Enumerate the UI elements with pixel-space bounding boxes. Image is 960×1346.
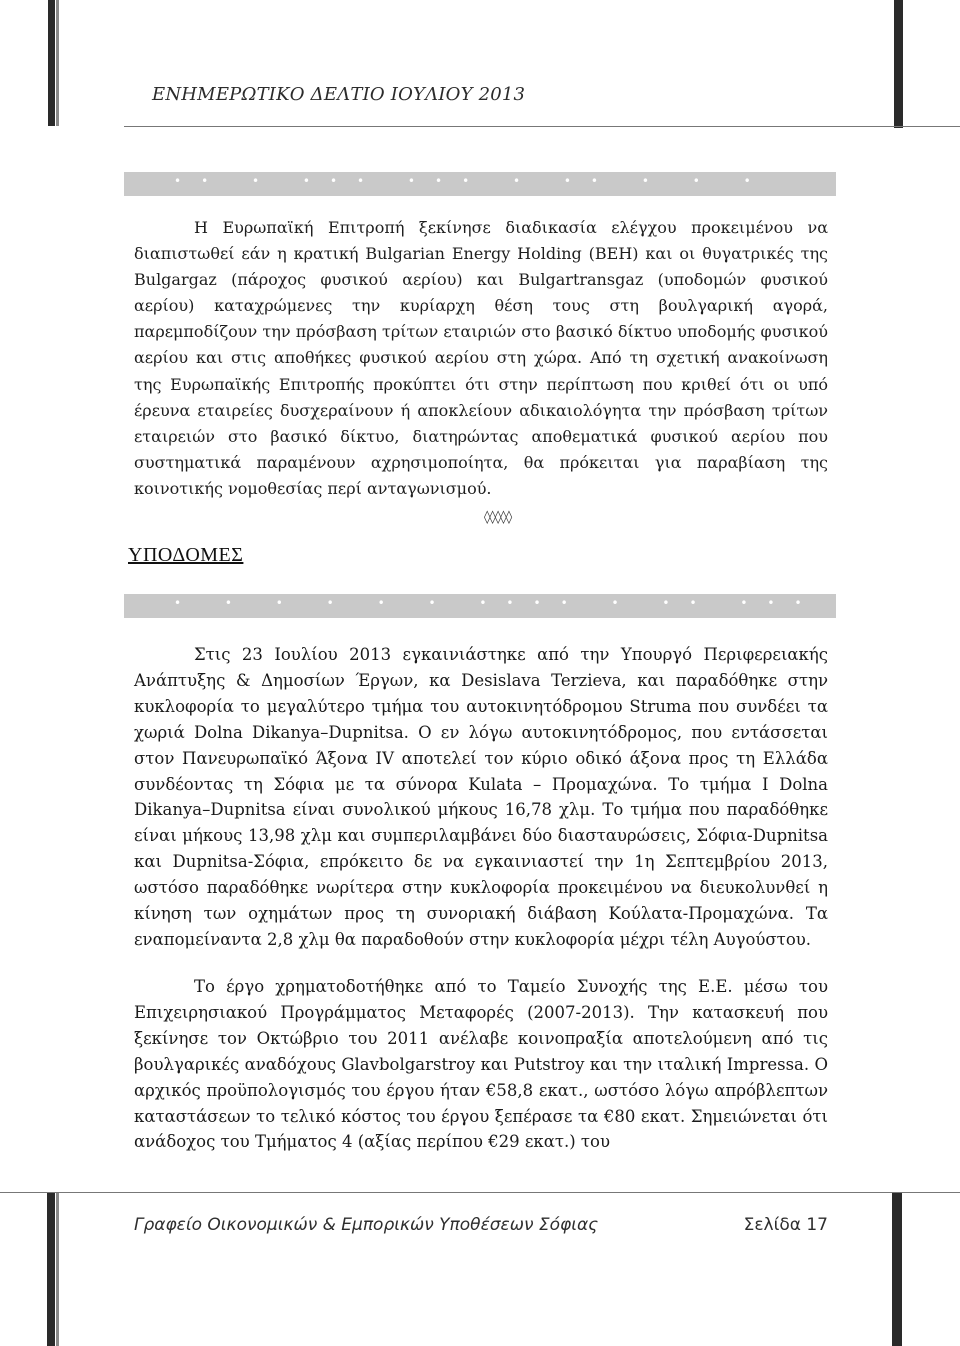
paragraph-funding: Το έργο χρηματοδοτήθηκε από το Ταμείο Συνοχής της Ε.Ε. μέσω του Επιχειρησιακού Προγράμματος Μεταφορές (2007-2013). Την κατασκευή που ξεκίνησε τον Οκτώβριο του 2011 ανέλαβε κοινοπραξία αποτελούμενη από τις βουλγαρικές αναδόχους Glavbolgarstroy και Putstroy και την ιταλική Impressa. Ο αρχικός προϋπολογισμός του έργου ήταν €58,8 εκατ., ωστόσο λόγω απρόβλεπτων καταστάσεων το τελικό κόστος του έργου ξεπέρασε τα €80 εκατ. Σημειώνεται ότι ανάδοχος του Τμήματος 4 (αξίας περίπου €29 εκατ.) του — [134, 977, 828, 1152]
scan-edge-mark — [56, 1192, 59, 1346]
scan-edge-mark — [56, 0, 59, 126]
diamond-separator: ◊◊◊◊◊ — [484, 510, 512, 525]
footer-rule — [0, 1192, 960, 1193]
paragraph-highway: Στις 23 Ιουλίου 2013 εγκαινιάστηκε από την Υπουργό Περιφερειακής Ανάπτυξης & Δημοσίων Έργων, κα Desislava Terzieva, και παραδόθηκε στην κυκλοφορία το μεγαλύτερο τμήμα του αυτοκινητόδρομου Struma που συνδέει τα χωριά Dolna Dikanya–Dupnitsa. Ο εν λόγω αυτοκινητόδρομος, που εντάσσεται στον Πανευρωπαϊκό Άξονα IV αποτελεί τον κύριο οδικό άξονα προς τη Ελλάδα συνδέοντας τη Σόφια με τα σύνορα Kulata – Προμαχώνα. Το τμήμα I Dolna Dikanya–Dupnitsa είναι συνολικού μήκους 16,78 χλμ. Το τμήμα που παραδόθηκε είναι μήκους 13,98 χλμ και συμπεριλαμβάνει δύο διασταυρώσεις, Σόφια-Dupnitsa και Dupnitsa-Σόφια, επρόκειτο δε να εγκαινιαστεί την 1η Σεπτεμβρίου 2013, ωστόσο παραδόθηκε νωρίτερα στην κυκλοφορία προκειμένου να διευκολυνθεί η κίνηση των οχημάτων προς τη συνοριακή διάβαση Κούλατα-Προμαχώνα. Τα εναπομείναντα 2,8 χλμ θα παραδοθούν στην κυκλοφορία μέχρι τέλη Αυγούστου. — [134, 645, 828, 949]
section-band-infrastructure — [124, 594, 836, 618]
paragraph-energy: Η Ευρωπαϊκή Επιτροπή ξεκίνησε διαδικασία ελέγχου προκειμένου να διαπιστωθεί εάν η κρατική Bulgarian Energy Holding (BEH) και οι θυγατρικές της Bulgargaz (πάροχος φυσικού αερίου) και Bulgartransgaz (υποδομών φυσικού αερίου) καταχρώμενες την κυρίαρχη θέση τους στη βουλγαρική αγορά, παρεμποδίζουν την πρόσβαση τρίτων εταιριών στο βασικό δίκτυο υποδομής φυσικού αερίου και στις αποθήκες φυσικού αερίου στη χώρα. Από τη σχετική ανακοίνωση της Ευρωπαϊκής Επιτροπής προκύπτει ότι στην περίπτωση που κριθεί ότι οι υπό έρευνα εταιρείες δυσχεραίνουν ή αποκλείουν αδικαιολόγητα την πρόσβαση τρίτων εταιρειών στο βασικό δίκτυο, διατηρώντας αποθεματικά φυσικού αερίου που συστηματικά παραμένουν αχρησιμοποίητα, θα πρόκειται για παραβίαση της κοινοτικής νομοθεσίας περί ανταγωνισμού. — [134, 218, 828, 498]
band-decoration: • • • • • • •••• • •• ••• — [174, 596, 822, 610]
band-decoration: •• • ••• ••• • •• • • • — [174, 174, 771, 188]
page-header-title: ΕΝΗΜΕΡΩΤΙΚΟ ΔΕΛΤΙΟ ΙΟΥΛΙΟΥ 2013 — [152, 84, 526, 105]
header-rule — [124, 126, 960, 127]
section-band-top — [124, 172, 836, 196]
scan-edge-mark — [894, 0, 903, 128]
scan-edge-mark — [47, 1192, 55, 1346]
scan-edge-mark — [892, 1192, 902, 1346]
footer-office-name: Γραφείο Οικονομικών & Εμπορικών Υποθέσεων Σόφιας — [134, 1215, 599, 1235]
scan-edge-mark — [48, 0, 55, 126]
page-number: Σελίδα 17 — [743, 1215, 828, 1235]
section-heading-infrastructure: ΥΠΟΔΟΜΕΣ — [128, 544, 244, 566]
